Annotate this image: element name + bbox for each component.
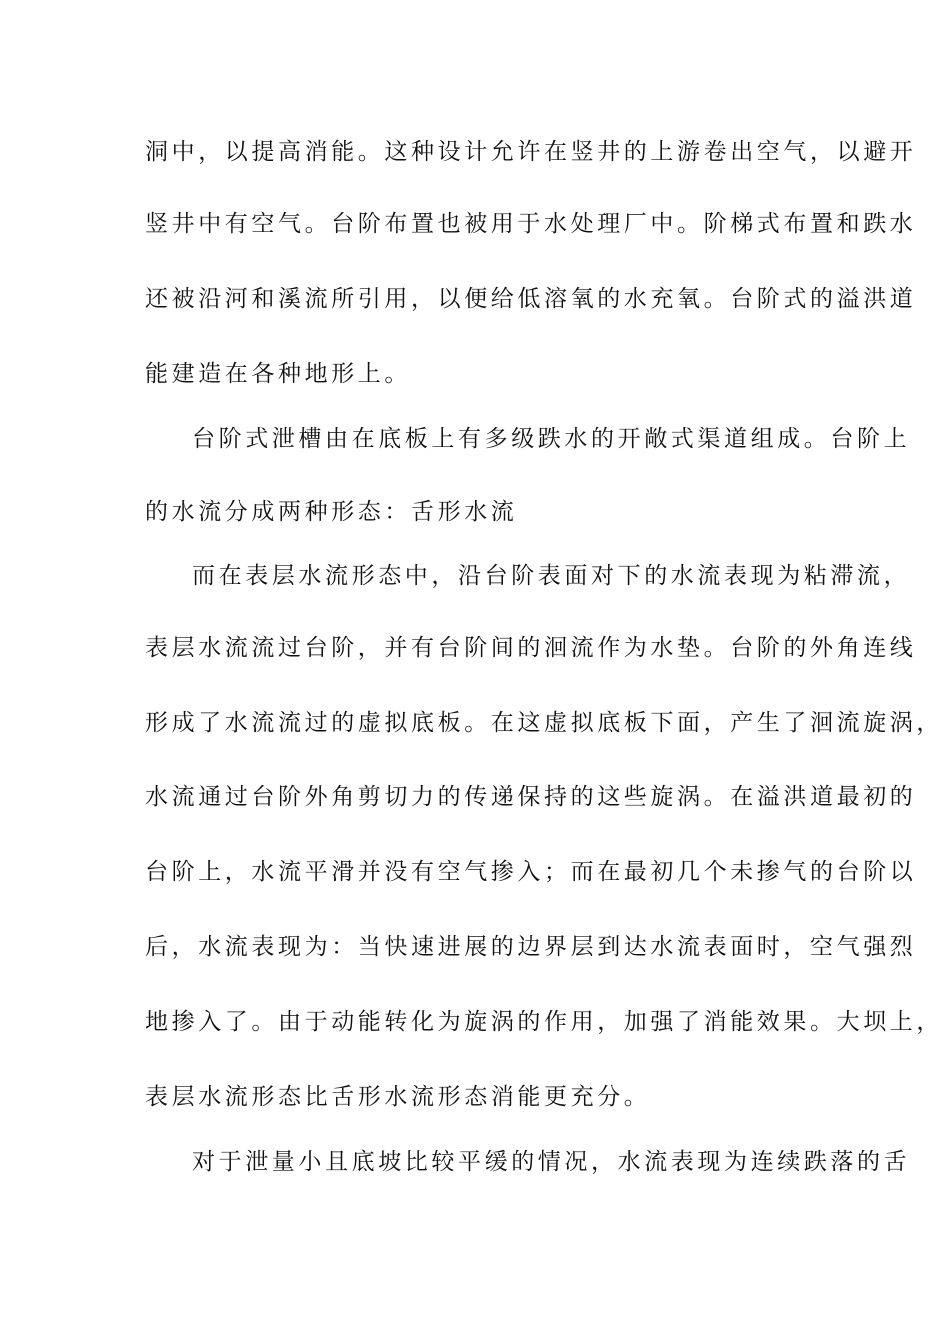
text-line: 还被沿河和溪流所引用，以便给低溶氧的水充氧。台阶式的溢洪道 <box>145 286 917 312</box>
text-line: 的水流分成两种形态：舌形水流 <box>145 499 518 525</box>
text-line: 表层水流流过台阶，并有台阶间的洄流作为水垫。台阶的外角连线 <box>145 635 917 661</box>
paragraph-first-line: 而在表层水流形态中，沿台阶表面对下的水流表现为粘滞流， <box>192 563 911 589</box>
paragraph-first-line: 台阶式泄槽由在底板上有多级跌水的开敞式渠道组成。台阶上 <box>192 426 911 452</box>
paragraph-first-line: 对于泄量小且底坡比较平缓的情况，水流表现为连续跌落的舌 <box>192 1149 911 1175</box>
text-line: 水流通过台阶外角剪切力的传递保持的这些旋涡。在溢洪道最初的 <box>145 784 917 810</box>
text-line: 表层水流形态比舌形水流形态消能更充分。 <box>145 1084 651 1110</box>
text-line: 台阶上，水流平滑并没有空气掺入；而在最初几个未掺气的台阶以 <box>145 859 917 885</box>
text-line: 竖井中有空气。台阶布置也被用于水处理厂中。阶梯式布置和跌水 <box>145 211 917 237</box>
text-line: 洞中，以提高消能。这种设计允许在竖井的上游卷出空气，以避开 <box>145 139 917 165</box>
text-line: 形成了水流流过的虚拟底板。在这虚拟底板下面，产生了洄流旋涡， <box>145 710 943 736</box>
text-line: 能建造在各种地形上。 <box>145 361 411 387</box>
text-line: 后，水流表现为：当快速进展的边界层到达水流表面时，空气强烈 <box>145 934 917 960</box>
text-line: 地掺入了。由于动能转化为旋涡的作用，加强了消能效果。大坝上， <box>145 1009 943 1035</box>
